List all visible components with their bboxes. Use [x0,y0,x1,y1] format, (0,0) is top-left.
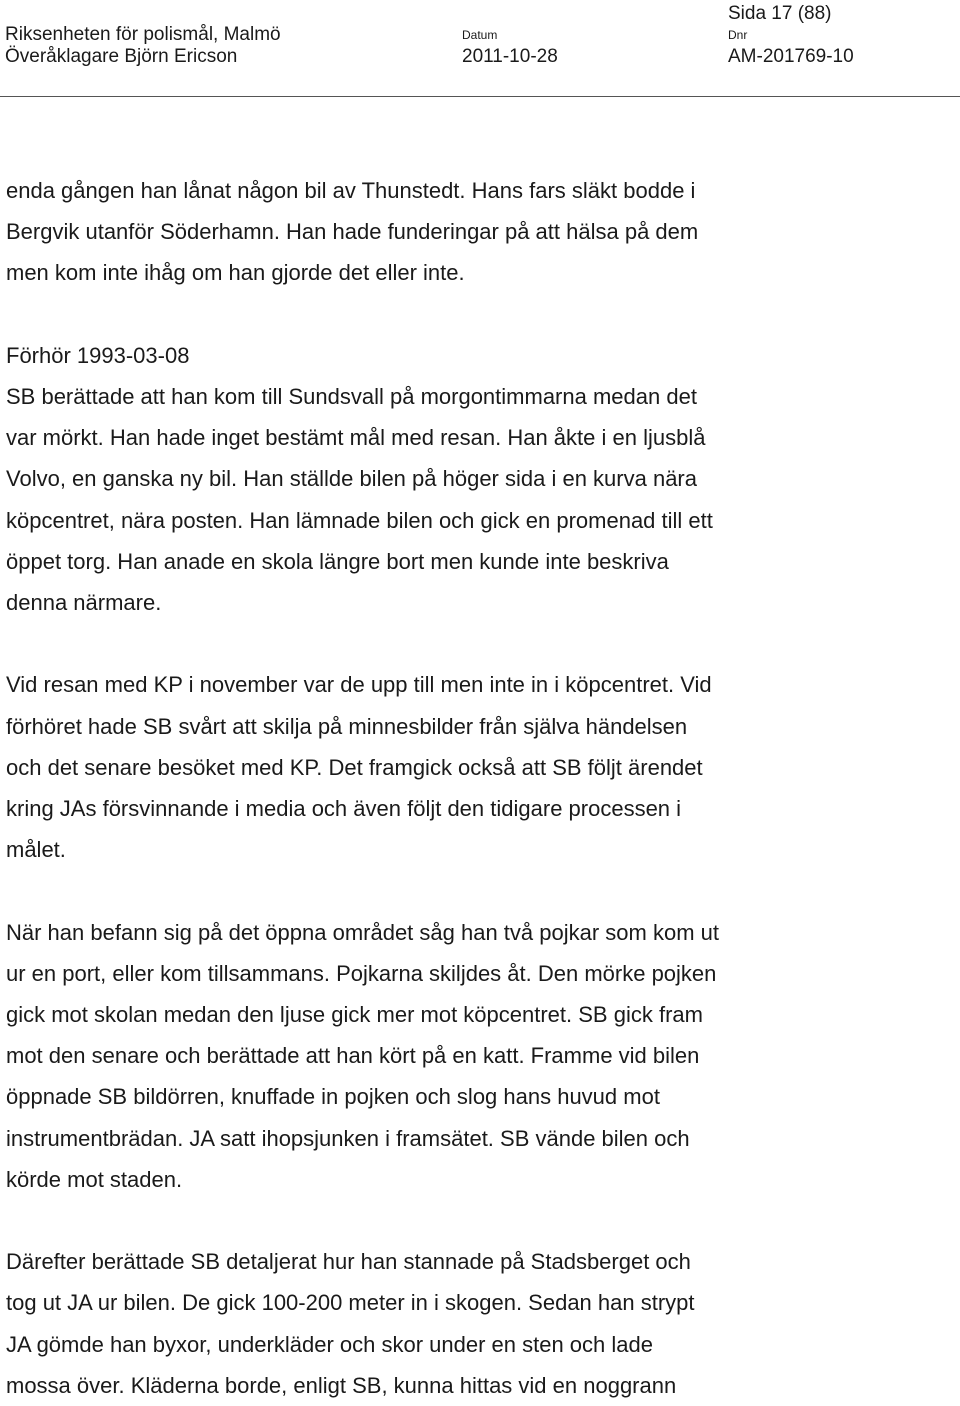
section-heading: Förhör 1993-03-08 [6,342,190,368]
paragraph: enda gången han lånat någon bil av Thunstedt. Hans fars släkt bodde i Bergvik utanför Söderhamn. Han hade funderingar på att hälsa på dem men kom inte ihåg om han gjorde det eller inte. [6,178,699,286]
paragraph-spacer [6,623,946,664]
organization-name: Riksenheten för polismål, Malmö [5,24,281,45]
document-body [6,170,946,1406]
page-header [0,0,960,100]
paragraph: Därefter berättade SB detaljerat hur han stannade på Stadsberget och tog ut JA ur bilen. De gick 100-200 meter in i skogen. Sedan han strypt JA gömde han byxor, underkläder och skor under en sten och lade mossa över. Kläderna borde, enligt SB, kunna hittas vid en noggrann [6,1249,695,1398]
page-number: Sida 17 (88) [728,3,832,24]
paragraph: SB berättade att han kom till Sundsvall på morgontimmarna medan det var mörkt. Han hade inget bestämt mål med resan. Han åkte i en ljusblå Volvo, en ganska ny bil. Han ställde bilen på höger sida i en kurva nära köpcentret, nära posten. Han lämnade bilen och gick en promenad till ett öppet torg. Han anade en skola längre bort men kunde inte beskriva denna närmare. [6,384,713,616]
paragraph: Vid resan med KP i november var de upp till men inte in i köpcentret. Vid förhöret hade SB svårt att skilja på minnesbilder från själva händelsen och det senare besöket med KP. Det framgick också att SB följt ärendet kring JAs försvinnande i media och även följt den tidigare processen i målet. [6,672,712,863]
paragraph-spacer [6,294,946,335]
paragraph-spacer [6,1200,946,1241]
author-name: Överåklagare Björn Ericson [5,46,238,67]
dnr-value: AM-201769-10 [728,46,854,67]
paragraph-spacer [6,870,946,911]
dnr-label: Dnr [728,28,748,42]
date-value: 2011-10-28 [462,46,558,67]
date-label: Datum [462,28,498,42]
paragraph: När han befann sig på det öppna området såg han två pojkar som kom ut ur en port, eller kom tillsammans. Pojkarna skiljdes åt. Den mörke pojken gick mot skolan medan den ljuse gick mer mot köpcentret. SB gick fram mot den senare och berättade att han kört på en katt. Framme vid bilen öppnade SB bildörren, knuffade in pojken och slog hans huvud mot instrumentbrädan. JA satt ihopsjunken i framsätet. SB vände bilen och körde mot staden. [6,919,719,1192]
header-divider [0,96,960,97]
